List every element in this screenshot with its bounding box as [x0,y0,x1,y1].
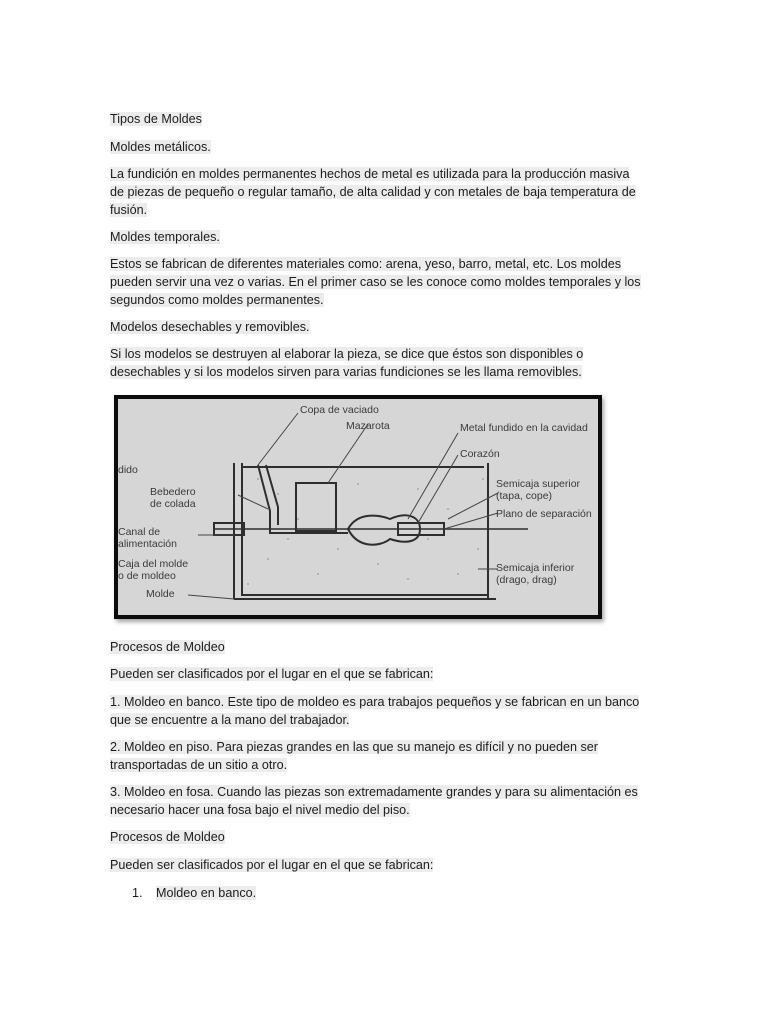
label-molde: Molde [146,588,175,600]
list-item-text: Moldeo en banco. [156,886,257,900]
heading-procesos-de-moldeo-1: Procesos de Moldeo [110,640,225,654]
paragraph-line: 1. Moldeo en banco. Este tipo de moldeo es para trabajos pequeños y se fabrican en un banco [110,695,640,709]
heading-moldes-temporales: Moldes temporales. [110,230,220,244]
paragraph-line: fusión. [110,203,148,217]
label-semicaja-sup-2: (tapa, cope) [496,490,553,502]
paragraph-line: segundos como moldes permanentes. [110,293,324,307]
label-canal-1: Canal de [118,526,161,538]
heading-tipos-de-moldes: Tipos de Moldes [110,112,202,126]
sand-texture [247,478,484,585]
paragraph-line: necesario hacer una fosa bajo el nivel medio del piso. [110,803,410,817]
paragraph-line: de piezas de pequeño o regular tamaño, de alta calidad y con metales de baja temperatura de [110,185,636,199]
list-item [132,884,256,902]
paragraph-line: Si los modelos se destruyen al elaborar la pieza, se dice que éstos son disponibles o [110,347,584,361]
label-bebedero-2: de colada [150,498,196,510]
paragraph-line: pueden servir una vez o varias. En el primer caso se les conoce como moldes temporales y los [110,275,641,289]
paragraph-line: 3. Moldeo en fosa. Cuando las piezas son extremadamente grandes y para su alimentación es [110,785,638,799]
label-plano: Plano de separación [496,508,592,520]
paragraph-clasificados-2: Pueden ser clasificados por el lugar en el que se fabrican: [110,858,434,872]
heading-moldes-metalicos: Moldes metálicos. [110,140,211,154]
list-item-number: 1. [132,886,143,900]
label-dido: dido [118,464,138,476]
mold-diagram-figure [114,395,602,619]
paragraph-moldeo-banco [110,693,670,729]
label-caja-2: o de moldeo [118,570,176,582]
label-semicaja-inf-1: Semicaja inferior [496,562,575,574]
label-metal: Metal fundido en la cavidad [460,422,588,434]
paragraph-moldes-temporales [110,255,670,309]
paragraph-line: 2. Moldeo en piso. Para piezas grandes en las que su manejo es difícil y no pueden ser [110,740,598,754]
label-semicaja-inf-2: (drago, drag) [496,574,557,586]
label-copa: Copa de vaciado [300,404,379,416]
paragraph-line: que se encuentre a la mano del trabajador. [110,713,350,727]
paragraph-line: Estos se fabrican de diferentes materiales como: arena, yeso, barro, metal, etc. Los moldes [110,257,621,271]
paragraph-line: La fundición en moldes permanentes hechos de metal es utilizada para la producción masiva [110,167,630,181]
paragraph-clasificados-1: Pueden ser clasificados por el lugar en el que se fabrican: [110,667,434,681]
label-bebedero-1: Bebedero [150,486,196,498]
flask-outline [214,463,528,599]
label-canal-2: alimentación [118,538,177,550]
paragraph-modelos-desechables [110,345,670,381]
paragraph-moldes-metalicos [110,165,670,219]
label-mazarota: Mazarota [346,420,390,432]
heading-procesos-de-moldeo-2: Procesos de Moldeo [110,830,225,844]
label-corazon: Corazón [460,448,500,460]
mold-diagram [118,399,598,615]
label-caja-1: Caja del molde [118,558,189,570]
paragraph-moldeo-piso [110,738,670,774]
paragraph-line: desechables y si los modelos sirven para varias fundiciones se les llama removibles. [110,365,582,379]
paragraph-moldeo-fosa [110,783,670,819]
paragraph-line: transportadas de un sitio a otro. [110,758,288,772]
label-semicaja-sup-1: Semicaja superior [496,478,581,490]
heading-modelos-desechables: Modelos desechables y removibles. [110,320,310,334]
